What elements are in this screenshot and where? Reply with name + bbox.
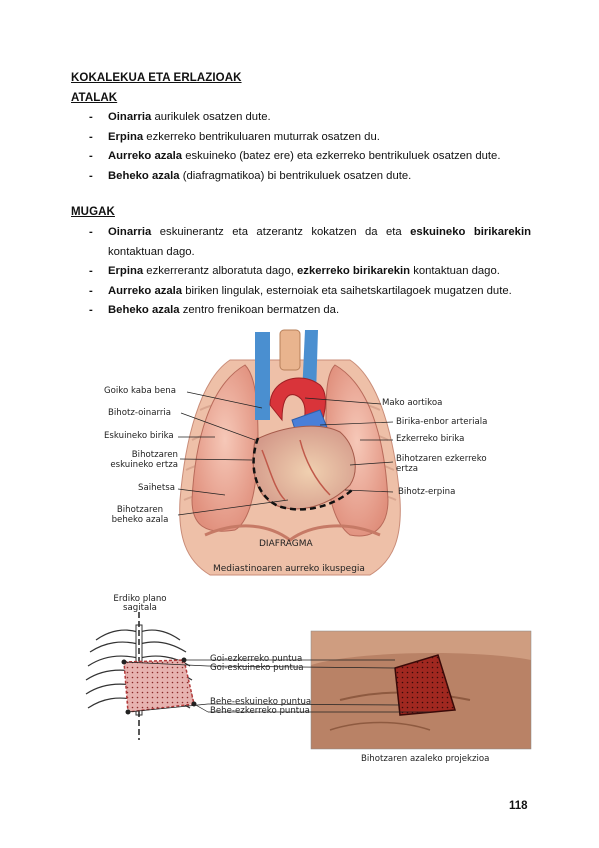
label-right-border-2: eskuineko ertza [110, 460, 178, 470]
bullet-dash: - [89, 265, 93, 277]
term-2: ezkerreko birikarekin [297, 265, 411, 277]
term: Oinarria [108, 111, 152, 123]
label-midsagittal-1: Erdiko plano [113, 594, 167, 604]
description: ezkerreko bentrikuluaren muturrak osatzen du. [143, 130, 380, 143]
label-upper-left-point: Goi-ezkerreko puntua [210, 654, 303, 664]
label-apex: Bihotz-erpina [398, 487, 456, 497]
label-midsagittal-2: sagitala [123, 603, 157, 613]
description: eskuineko (batez ere) eta ezkerreko bentrikuluek osatzen dute. [182, 150, 501, 162]
term: Erpina [108, 265, 144, 277]
label-rib: Saihetsa [138, 483, 175, 493]
label-superior-vena-cava: Goiko kaba bena [104, 386, 176, 396]
description-2: kontaktuan dago. [410, 265, 500, 277]
label-upper-right-point: Goi-eskuineko puntua [210, 663, 304, 673]
label-aortic-arch: Mako aortikoa [382, 398, 443, 408]
bullet-dash: - [89, 284, 93, 297]
description: ezkerrerantz alboratuta dago, [143, 265, 298, 277]
torso-photo [311, 631, 531, 749]
label-pulmonary-trunk: Birika-enbor arteriala [396, 417, 488, 427]
bullet-dash: - [89, 150, 93, 162]
label-left-border-2: ertza [396, 464, 418, 474]
trachea [280, 330, 300, 370]
right-lung [192, 365, 258, 531]
heart-projection-sketch [124, 660, 194, 712]
term: Erpina [108, 130, 144, 143]
label-inferior-surface-2: beheko azala [111, 515, 169, 525]
label-inferior-surface-1: Bihotzaren [116, 505, 164, 515]
term-2: eskuineko birikarekin [410, 226, 531, 238]
section-heading-parts: ATALAK [71, 92, 118, 104]
bullet-dash: - [89, 169, 93, 182]
ribcage-sketch [86, 612, 197, 740]
term: Beheko azala [108, 304, 180, 316]
label-diaphragm: DIAFRAGMA [259, 539, 313, 549]
page-number: 118 [509, 800, 528, 812]
description: eskuinerantz eta atzerantz kokatzen da eta [151, 226, 411, 238]
label-lower-right-point: Behe-eskuineko puntua [210, 697, 312, 707]
label-left-lung: Ezkerreko birika [396, 434, 465, 444]
label-right-border-1: Bihotzaren [131, 450, 178, 460]
label-heart-base: Bihotz-oinarria [108, 408, 172, 418]
description: zentro frenikoan bermatzen da. [179, 304, 340, 316]
figure1-caption: Mediastinoaren aurreko ikuspegia [213, 564, 365, 574]
section-heading-location: KOKALEKUA ETA ERLAZIOAK [71, 72, 242, 84]
label-right-lung: Eskuineko birika [104, 431, 174, 441]
bullet-dash: - [89, 226, 93, 238]
label-left-border-1: Bihotzaren ezkerreko [396, 454, 487, 464]
description: biriken lingulak, esternoiak eta saihetskartilagoek mugatzen dute. [182, 284, 512, 297]
description-continued: kontaktuan dago. [108, 245, 195, 258]
figure2-caption: Bihotzaren azaleko projekzioa [361, 754, 490, 764]
term: Oinarria [108, 226, 152, 238]
section-heading-boundaries: MUGAK [71, 206, 115, 218]
term: Beheko azala [108, 169, 180, 182]
bullet-dash: - [89, 304, 93, 316]
description: (diafragmatikoa) bi bentrikuluek osatzen dute. [179, 169, 412, 182]
term: Aurreko azala [108, 150, 183, 162]
description: aurikulek osatzen dute. [151, 111, 271, 123]
bullet-dash: - [89, 130, 93, 143]
term: Aurreko azala [108, 284, 183, 297]
bullet-dash: - [89, 111, 93, 123]
label-lower-left-point: Behe-ezkerreko puntua [210, 706, 310, 716]
